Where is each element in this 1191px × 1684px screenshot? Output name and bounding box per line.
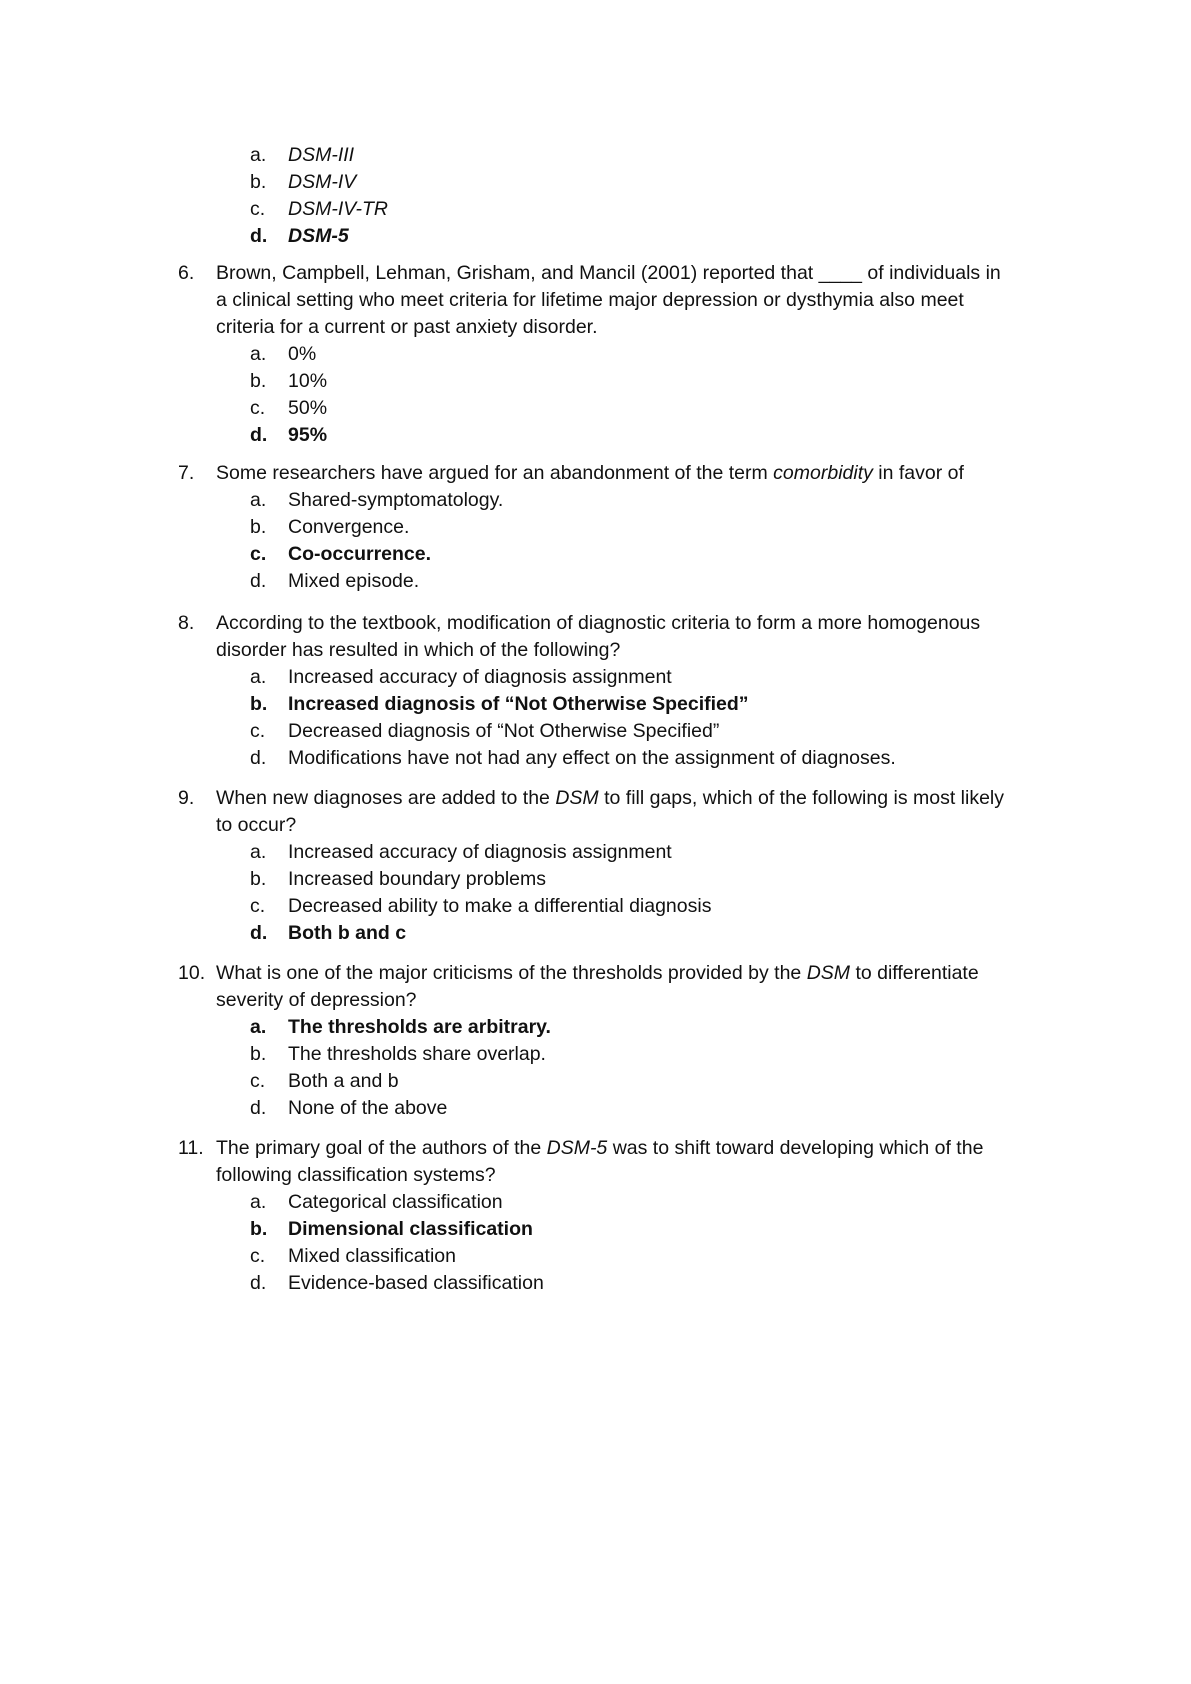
option-letter: a.: [250, 1016, 267, 1038]
question-text-part: Some researchers have argued for an abandonment of the term: [216, 462, 774, 484]
question-number: 8.: [178, 612, 195, 634]
question-text: [216, 1135, 996, 1189]
option: [250, 1095, 1078, 1122]
question-6: [178, 260, 1078, 449]
option-text: 10%: [288, 370, 328, 392]
question-9: [178, 785, 1078, 947]
option-letter: c.: [250, 1070, 266, 1092]
option-letter: b.: [250, 1218, 268, 1240]
option-letter: a.: [250, 144, 267, 166]
option-text: Mixed episode.: [288, 570, 420, 592]
continued-options-list: [250, 142, 388, 250]
option: [250, 368, 1078, 395]
option-text: Categorical classification: [288, 1191, 503, 1213]
option-correct: [250, 1216, 1078, 1243]
option-letter: c.: [250, 720, 266, 742]
option: [250, 1270, 1078, 1297]
option-letter: c.: [250, 543, 267, 565]
options-list: [178, 839, 1078, 947]
option-text: 95%: [288, 424, 328, 446]
option-letter: a.: [250, 489, 267, 511]
option-text: Increased boundary problems: [288, 868, 546, 890]
question-text-part: was to shift toward developing which of the following classification systems?: [216, 1137, 984, 1186]
option-text: Co-occurrence.: [288, 543, 432, 565]
option-text: DSM-III: [288, 144, 355, 166]
question-number: 11.: [178, 1137, 204, 1159]
option-letter: c.: [250, 1245, 266, 1267]
option: [250, 1243, 1078, 1270]
question-text-part: The primary goal of the authors of the: [216, 1137, 547, 1159]
question-text-part: When new diagnoses are added to the: [216, 787, 556, 809]
question-text-part-italic: DSM-5: [546, 1137, 608, 1159]
option-correct: [250, 422, 1078, 449]
option-text: Increased accuracy of diagnosis assignment: [288, 666, 672, 688]
question-text-part: to differentiate severity of depression?: [216, 962, 979, 1011]
option-text: Mixed classification: [288, 1245, 456, 1267]
option-text: DSM-IV: [288, 171, 357, 193]
question-text-part: What is one of the major criticisms of the thresholds provided by the: [216, 962, 807, 984]
option-letter: a.: [250, 666, 267, 688]
option-text: Increased diagnosis of “Not Otherwise Specified”: [288, 693, 749, 715]
question-stem: [178, 260, 1078, 341]
option-correct: [250, 1014, 1078, 1041]
option-letter: d.: [250, 747, 267, 769]
option-text: Evidence-based classification: [288, 1272, 544, 1294]
question-text-part-italic: DSM: [806, 962, 851, 984]
question-text-part-italic: comorbidity: [773, 462, 873, 484]
option-text: Decreased ability to make a differential diagnosis: [288, 895, 712, 917]
option-letter: d.: [250, 570, 267, 592]
option-text: Both b and c: [288, 922, 407, 944]
option-letter: d.: [250, 1097, 267, 1119]
option: [250, 1041, 1078, 1068]
options-list: [178, 487, 1078, 595]
question-7: [178, 460, 1078, 595]
option-text: The thresholds are arbitrary.: [288, 1016, 551, 1038]
option: [250, 395, 1078, 422]
option: [250, 169, 388, 196]
question-text-part: in favor of: [872, 462, 964, 484]
option: [250, 893, 1078, 920]
option-text: 50%: [288, 397, 328, 419]
question-stem: [178, 1135, 1078, 1189]
question-number: 7.: [178, 462, 195, 484]
option-letter: d.: [250, 1272, 267, 1294]
option-letter: b.: [250, 516, 267, 538]
option: [250, 866, 1078, 893]
question-text-part: to fill gaps, which of the following is most likely to occur?: [216, 787, 1005, 836]
question-text-part-italic: DSM: [555, 787, 599, 809]
option-letter: a.: [250, 343, 267, 365]
option-correct: [250, 541, 1078, 568]
question-text: [216, 610, 1016, 664]
option-correct: [250, 223, 388, 250]
option-letter: b.: [250, 868, 267, 890]
question-text: [216, 260, 1016, 341]
question-number: 6.: [178, 262, 195, 284]
option-letter: c.: [250, 895, 266, 917]
option-text: 0%: [288, 343, 317, 365]
option-text: DSM-IV-TR: [288, 198, 389, 220]
option-correct: [250, 920, 1078, 947]
question-text-part: Brown, Campbell, Lehman, Grisham, and Mancil (2001) reported that ____ of individuals in a clinical setting who meet criteria for lifetime major depression or dysthymia also meet criteria for a current or past anxiety disorder.: [216, 262, 1001, 338]
options-list: [178, 341, 1078, 449]
option-text: Decreased diagnosis of “Not Otherwise Specified”: [288, 720, 720, 742]
question-text-part: According to the textbook, modification of diagnostic criteria to form a more homogenous disorder has resulted in which of the following?: [216, 612, 981, 661]
question-10: [178, 960, 1078, 1122]
option: [250, 487, 1078, 514]
option-text: Shared-symptomatology.: [288, 489, 504, 511]
question-11: [178, 1135, 1078, 1297]
question-stem: [178, 460, 1078, 487]
option: [250, 1189, 1078, 1216]
option: [250, 514, 1078, 541]
option-letter: d.: [250, 922, 268, 944]
question-text: [216, 785, 1016, 839]
option-text: Dimensional classification: [288, 1218, 533, 1240]
option: [250, 568, 1078, 595]
option: [250, 341, 1078, 368]
question-stem: [178, 960, 1078, 1014]
question-8: [178, 610, 1078, 772]
option-text: The thresholds share overlap.: [288, 1043, 546, 1065]
question-text: [216, 960, 996, 1014]
options-list: [178, 1189, 1078, 1297]
option-letter: c.: [250, 198, 266, 220]
options-list: [178, 1014, 1078, 1122]
option: [250, 745, 1078, 772]
options-list: [178, 664, 1078, 772]
option: [250, 718, 1078, 745]
option-text: Both a and b: [288, 1070, 399, 1092]
option: [250, 839, 1078, 866]
option-text: Convergence.: [288, 516, 410, 538]
option-letter: c.: [250, 397, 266, 419]
option-text: None of the above: [288, 1097, 448, 1119]
question-stem: [178, 610, 1078, 664]
option-letter: b.: [250, 370, 267, 392]
question-number: 9.: [178, 787, 195, 809]
option-text: Increased accuracy of diagnosis assignment: [288, 841, 672, 863]
option-letter: d.: [250, 424, 268, 446]
question-text: [216, 460, 1078, 487]
question-stem: [178, 785, 1078, 839]
option-letter: a.: [250, 1191, 267, 1213]
option-text: Modifications have not had any effect on the assignment of diagnoses.: [288, 747, 896, 769]
option-letter: a.: [250, 841, 267, 863]
option: [250, 664, 1078, 691]
option-letter: b.: [250, 1043, 267, 1065]
option-letter: b.: [250, 693, 268, 715]
option-letter: d.: [250, 225, 268, 247]
option-text: DSM-5: [288, 225, 349, 247]
option: [250, 142, 388, 169]
option: [250, 196, 388, 223]
option-correct: [250, 691, 1078, 718]
option-letter: b.: [250, 171, 267, 193]
question-number: 10.: [178, 962, 206, 984]
option: [250, 1068, 1078, 1095]
